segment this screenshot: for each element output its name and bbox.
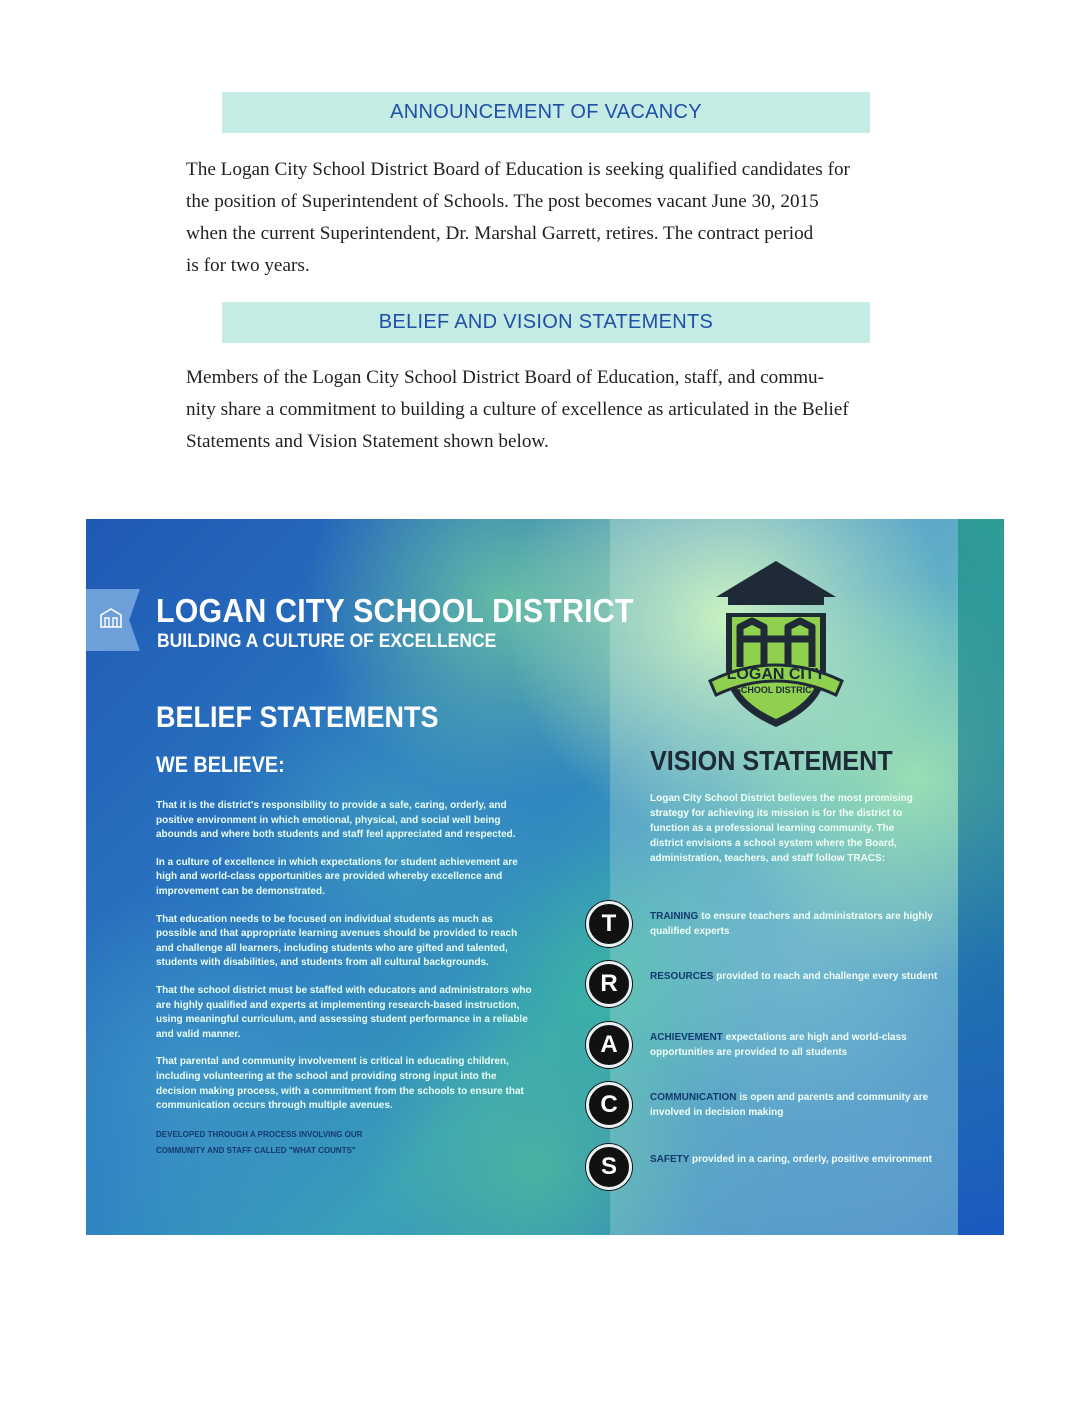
district-poster	[86, 519, 1004, 1235]
belief-statement: That parental and community involvement is critical in educating children, including volunteering at the school and providing strong input into the decision making process, with a commitment from the schools to ensure that communication occurs through multiple avenues.	[156, 1056, 524, 1112]
vacancy-line: when the current Superintendent, Dr. Marshal Garrett, retires. The contract period	[186, 223, 814, 244]
poster-subtitle: BUILDING A CULTURE OF EXCELLENCE	[157, 631, 497, 652]
belief-vision-paragraph	[186, 362, 916, 458]
belief-statements-title: BELIEF STATEMENTS	[156, 701, 439, 734]
tracs-detail: provided in a caring, orderly, positive environment	[689, 1154, 932, 1165]
tracs-item-resources	[586, 961, 946, 1009]
we-believe-heading: WE BELIEVE:	[156, 752, 285, 777]
vacancy-paragraph	[186, 154, 916, 282]
tracs-keyword: TRAINING	[650, 911, 699, 922]
tracs-detail: is open and parents and community are involved in decision making	[650, 1092, 929, 1118]
tracs-description	[650, 909, 940, 939]
vision-statement-text: Logan City School District believes the most promising strategy for achieving its mission is for the district to function as a professional learning community. The district envisions a school system where the Board, administration, teachers, and staff follow TRACS:	[650, 793, 913, 864]
tracs-keyword: COMMUNICATION	[650, 1092, 737, 1103]
tracs-letter-badge: S	[586, 1144, 632, 1190]
poster-edge-strip	[958, 519, 1004, 1235]
tracs-detail: expectations are high and world-class opportunities are provided to all students	[650, 1032, 907, 1058]
tracs-description	[650, 1030, 940, 1060]
belief-footer-line: COMMUNITY AND STAFF CALLED "WHAT COUNTS"	[156, 1145, 356, 1155]
belief-statement: In a culture of excellence in which expectations for student achievement are high and world-class opportunities are provided whereby excellence and improvement can be demonstrated.	[156, 856, 518, 897]
belief-statements-list	[156, 799, 536, 1159]
tracs-letter-badge: A	[586, 1022, 632, 1068]
tracs-description	[650, 1152, 940, 1167]
vacancy-line: the position of Superintendent of Schools. The post becomes vacant June 30, 2015	[186, 191, 819, 212]
vision-statement-title: VISION STATEMENT	[650, 745, 893, 776]
belief-statement: That the school district must be staffed with educators and administrators who are highly qualified and experts at implementing research-based instruction, using meaningful curriculum, and assessing student performance in a reliable and valid manner.	[156, 984, 532, 1040]
vacancy-heading: ANNOUNCEMENT OF VACANCY	[222, 92, 870, 133]
belief-statement: That it is the district's responsibility to provide a safe, caring, orderly, and positive environment in which emotional, physical, and social well being abounds and where both students and staff feel appreciated and respected.	[156, 800, 516, 841]
district-crest-icon	[696, 557, 856, 737]
belief-line: Statements and Vision Statement shown below.	[186, 431, 549, 452]
vacancy-line: The Logan City School District Board of Education is seeking qualified candidates for	[186, 159, 850, 180]
district-mark-icon	[100, 607, 122, 629]
belief-footer	[156, 1127, 536, 1159]
belief-vision-heading: BELIEF AND VISION STATEMENTS	[222, 302, 870, 343]
poster-title: LOGAN CITY SCHOOL DISTRICT	[156, 592, 634, 629]
tracs-item-communication	[586, 1082, 946, 1130]
belief-line: nity share a commitment to building a culture of excellence as articulated in the Belief	[186, 399, 849, 420]
tracs-detail: provided to reach and challenge every student	[713, 971, 938, 982]
tracs-letter-badge: T	[586, 901, 632, 947]
district-mark-ribbon	[86, 589, 140, 651]
belief-line: Members of the Logan City School District Board of Education, staff, and commu-	[186, 367, 825, 388]
logo-sub-text: SCHOOL DISTRICT	[734, 685, 818, 695]
tracs-letter-badge: C	[586, 1082, 632, 1128]
tracs-item-achievement	[586, 1022, 946, 1070]
tracs-keyword: RESOURCES	[650, 971, 714, 982]
district-logo	[696, 557, 856, 737]
tracs-description	[650, 969, 940, 984]
tracs-keyword: ACHIEVEMENT	[650, 1032, 723, 1043]
vacancy-line: is for two years.	[186, 255, 310, 276]
tracs-detail: to ensure teachers and administrators are highly qualified experts	[650, 911, 933, 937]
tracs-letter-badge: R	[586, 961, 632, 1007]
belief-statement: That education needs to be focused on individual students as much as possible and that appropriate learning avenues should be provided to reach and challenge all learners, including students who are gifted and talented, students with disabilities, and students from all cultural backgrounds.	[156, 913, 518, 969]
logo-name-text: LOGAN CITY	[726, 666, 826, 683]
tracs-keyword: SAFETY	[650, 1154, 690, 1165]
tracs-item-safety	[586, 1144, 946, 1192]
belief-footer-line: DEVELOPED THROUGH A PROCESS INVOLVING OUR	[156, 1129, 363, 1139]
tracs-description	[650, 1090, 940, 1120]
tracs-item-training	[586, 901, 946, 949]
